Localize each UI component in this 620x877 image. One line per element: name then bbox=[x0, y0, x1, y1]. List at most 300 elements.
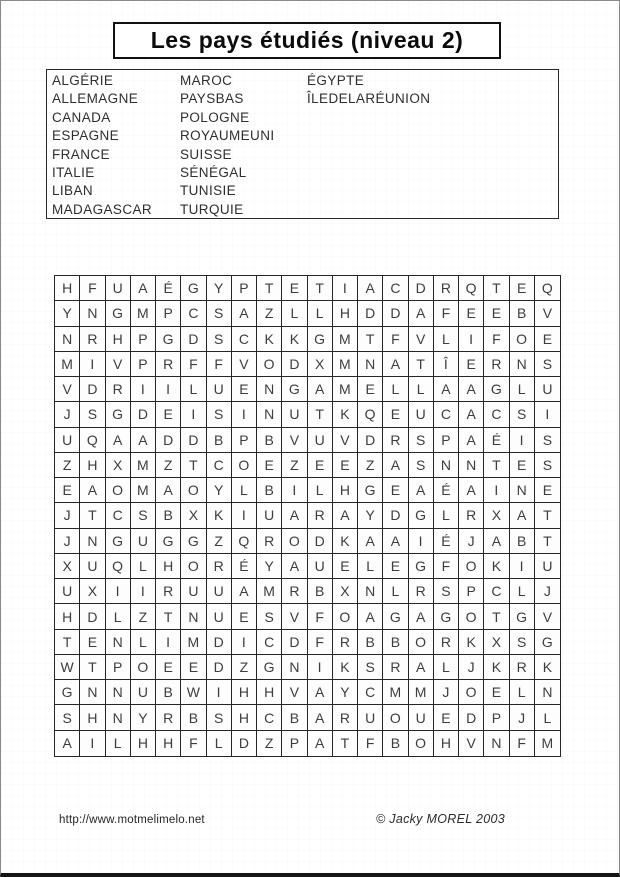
grid-cell: A bbox=[459, 478, 484, 503]
grid-cell: E bbox=[181, 655, 206, 680]
grid-cell: U bbox=[282, 402, 307, 427]
grid-cell: N bbox=[282, 655, 307, 680]
grid-cell: T bbox=[181, 453, 206, 478]
grid-cell: A bbox=[55, 731, 80, 756]
grid-cell: D bbox=[207, 655, 232, 680]
grid-cell: N bbox=[106, 630, 131, 655]
grid-cell: F bbox=[434, 554, 459, 579]
grid-cell: C bbox=[484, 402, 509, 427]
grid-cell: E bbox=[80, 630, 105, 655]
grid-cell: H bbox=[106, 327, 131, 352]
grid-cell: U bbox=[535, 554, 560, 579]
grid-cell: B bbox=[358, 630, 383, 655]
word-list-item: ROYAUMEUNI bbox=[180, 128, 275, 144]
grid-cell: A bbox=[308, 731, 333, 756]
grid-cell: A bbox=[409, 655, 434, 680]
grid-cell: T bbox=[257, 276, 282, 301]
grid-cell: L bbox=[434, 503, 459, 528]
grid-cell: P bbox=[131, 327, 156, 352]
grid-cell: A bbox=[308, 680, 333, 705]
grid-cell: Q bbox=[535, 276, 560, 301]
grid-cell: G bbox=[156, 327, 181, 352]
grid-cell: I bbox=[80, 731, 105, 756]
grid-cell: U bbox=[409, 402, 434, 427]
grid-cell: L bbox=[434, 655, 459, 680]
grid-cell: P bbox=[434, 428, 459, 453]
grid-cell: R bbox=[383, 428, 408, 453]
grid-cell: L bbox=[131, 630, 156, 655]
grid-cell: O bbox=[232, 453, 257, 478]
grid-cell: M bbox=[55, 352, 80, 377]
grid-cell: O bbox=[409, 731, 434, 756]
grid-cell: É bbox=[484, 428, 509, 453]
grid-cell: Y bbox=[131, 705, 156, 730]
grid-cell: A bbox=[434, 377, 459, 402]
grid-cell: A bbox=[383, 352, 408, 377]
grid-cell: E bbox=[535, 478, 560, 503]
grid-cell: L bbox=[181, 377, 206, 402]
grid-cell: J bbox=[510, 705, 535, 730]
grid-cell: G bbox=[510, 604, 535, 629]
grid-cell: M bbox=[181, 630, 206, 655]
grid-cell: T bbox=[80, 655, 105, 680]
grid-cell: P bbox=[282, 731, 307, 756]
grid-cell: U bbox=[131, 529, 156, 554]
grid-cell: Î bbox=[434, 352, 459, 377]
grid-cell: I bbox=[106, 579, 131, 604]
copyright-text: © Jacky MOREL 2003 bbox=[376, 812, 506, 826]
grid-cell: A bbox=[409, 301, 434, 326]
grid-cell: V bbox=[282, 428, 307, 453]
grid-cell: H bbox=[333, 478, 358, 503]
word-list-item: ÉGYPTE bbox=[307, 73, 365, 88]
grid-cell: C bbox=[484, 579, 509, 604]
grid-cell: P bbox=[459, 579, 484, 604]
grid-cell: S bbox=[207, 705, 232, 730]
grid-cell: C bbox=[434, 402, 459, 427]
grid-cell: N bbox=[358, 579, 383, 604]
grid-cell: Z bbox=[257, 731, 282, 756]
word-list-item: ITALIE bbox=[52, 164, 95, 180]
grid-cell: R bbox=[333, 705, 358, 730]
grid-cell: E bbox=[383, 478, 408, 503]
grid-cell: L bbox=[510, 377, 535, 402]
grid-cell: O bbox=[383, 705, 408, 730]
grid-cell: M bbox=[541, 735, 554, 752]
grid-cell: Q bbox=[80, 428, 105, 453]
grid-cell: Q bbox=[459, 276, 484, 301]
grid-cell: E bbox=[232, 604, 257, 629]
grid-cell: U bbox=[181, 579, 206, 604]
grid-cell: I bbox=[156, 377, 181, 402]
grid-cell: N bbox=[484, 731, 509, 756]
page-title-box bbox=[113, 22, 501, 59]
grid-cell: M bbox=[333, 352, 358, 377]
grid-cell: J bbox=[55, 402, 80, 427]
grid-cell: N bbox=[358, 352, 383, 377]
grid-cell: B bbox=[156, 680, 181, 705]
grid-cell: T bbox=[333, 731, 358, 756]
grid-cell: K bbox=[282, 327, 307, 352]
grid-cell: Z bbox=[156, 453, 181, 478]
grid-cell: R bbox=[409, 579, 434, 604]
grid-cell: T bbox=[55, 630, 80, 655]
grid-cell: G bbox=[181, 529, 206, 554]
grid-cell: G bbox=[409, 503, 434, 528]
grid-cell: K bbox=[484, 554, 509, 579]
grid-cell: L bbox=[207, 731, 232, 756]
grid-cell: K bbox=[459, 630, 484, 655]
word-list bbox=[46, 69, 559, 219]
grid-cell: A bbox=[282, 503, 307, 528]
grid-cell: O bbox=[181, 478, 206, 503]
grid-cell: É bbox=[434, 529, 459, 554]
grid-cell: T bbox=[535, 503, 560, 528]
grid-cell: S bbox=[510, 630, 535, 655]
grid-cell: G bbox=[434, 604, 459, 629]
grid-cell: A bbox=[459, 402, 484, 427]
grid-cell: R bbox=[156, 579, 181, 604]
grid-cell: R bbox=[459, 503, 484, 528]
grid-cell: U bbox=[257, 503, 282, 528]
grid-cell: A bbox=[459, 428, 484, 453]
grid-cell: N bbox=[80, 680, 105, 705]
grid-cell: E bbox=[459, 352, 484, 377]
word-list-item: ESPAGNE bbox=[52, 128, 120, 144]
grid-cell: R bbox=[434, 276, 459, 301]
grid-cell: X bbox=[106, 453, 131, 478]
grid-cell: A bbox=[459, 377, 484, 402]
grid-cell: P bbox=[232, 428, 257, 453]
grid-cell: G bbox=[282, 377, 307, 402]
grid-cell: U bbox=[308, 554, 333, 579]
grid-cell: S bbox=[434, 579, 459, 604]
grid-cell: H bbox=[156, 554, 181, 579]
grid-cell: A bbox=[131, 276, 156, 301]
grid-cell: H bbox=[232, 680, 257, 705]
word-list-item: TURQUIE bbox=[180, 201, 244, 217]
grid-cell: B bbox=[383, 731, 408, 756]
grid-cell: C bbox=[106, 503, 131, 528]
grid-cell: H bbox=[55, 604, 80, 629]
grid-cell: O bbox=[181, 554, 206, 579]
word-list-column bbox=[180, 72, 307, 218]
grid-cell: Z bbox=[232, 655, 257, 680]
grid-cell: I bbox=[484, 478, 509, 503]
grid-cell: V bbox=[55, 377, 80, 402]
grid-cell: D bbox=[383, 301, 408, 326]
grid-cell: A bbox=[232, 579, 257, 604]
word-list-item: MADAGASCAR bbox=[52, 201, 153, 217]
grid-cell: A bbox=[80, 478, 105, 503]
grid-cell: D bbox=[181, 327, 206, 352]
grid-cell: D bbox=[131, 402, 156, 427]
grid-cell: X bbox=[484, 630, 509, 655]
grid-cell: E bbox=[257, 453, 282, 478]
grid-cell: Q bbox=[358, 402, 383, 427]
grid-cell: F bbox=[510, 731, 535, 756]
grid-cell: W bbox=[181, 680, 206, 705]
grid-cell: A bbox=[358, 276, 383, 301]
grid-cell: L bbox=[131, 554, 156, 579]
grid-cell: O bbox=[333, 604, 358, 629]
grid-cell: A bbox=[409, 604, 434, 629]
grid-cell: U bbox=[207, 377, 232, 402]
grid-cell: I bbox=[333, 276, 358, 301]
grid-cell: P bbox=[131, 352, 156, 377]
grid-cell: A bbox=[409, 478, 434, 503]
grid-cell: N bbox=[106, 680, 131, 705]
grid-cell: O bbox=[459, 554, 484, 579]
grid-cell: G bbox=[409, 554, 434, 579]
grid-cell: B bbox=[207, 428, 232, 453]
grid-cell: E bbox=[308, 453, 333, 478]
grid-cell: L bbox=[106, 604, 131, 629]
grid-cell: Y bbox=[333, 680, 358, 705]
grid-cell: Y bbox=[55, 301, 80, 326]
grid-cell: I bbox=[510, 428, 535, 453]
grid-cell: M bbox=[333, 377, 358, 402]
grid-cell: F bbox=[484, 327, 509, 352]
grid-cell: M bbox=[257, 579, 282, 604]
grid-cell: G bbox=[106, 301, 131, 326]
grid-cell: F bbox=[434, 301, 459, 326]
grid-cell: R bbox=[510, 655, 535, 680]
grid-cell: P bbox=[232, 276, 257, 301]
grid-cell: O bbox=[409, 630, 434, 655]
grid-cell: D bbox=[459, 705, 484, 730]
grid-cell: X bbox=[484, 503, 509, 528]
grid-cell: I bbox=[80, 352, 105, 377]
grid-cell: Y bbox=[358, 503, 383, 528]
grid-cell: I bbox=[232, 503, 257, 528]
grid-cell: T bbox=[409, 352, 434, 377]
grid-cell: M bbox=[131, 453, 156, 478]
grid-cell: M bbox=[409, 680, 434, 705]
grid-cell: O bbox=[282, 529, 307, 554]
grid-cell: F bbox=[308, 604, 333, 629]
grid-cell: Z bbox=[55, 453, 80, 478]
word-list-item: POLOGNE bbox=[180, 109, 250, 125]
grid-cell: H bbox=[80, 705, 105, 730]
grid-cell: L bbox=[232, 478, 257, 503]
grid-cell: J bbox=[55, 503, 80, 528]
grid-cell: I bbox=[308, 655, 333, 680]
grid-cell: Y bbox=[257, 554, 282, 579]
grid-cell: I bbox=[131, 377, 156, 402]
grid-cell: N bbox=[80, 301, 105, 326]
grid-cell: K bbox=[333, 655, 358, 680]
grid-cell: G bbox=[181, 276, 206, 301]
grid-cell: R bbox=[484, 352, 509, 377]
grid-cell: G bbox=[257, 655, 282, 680]
grid-cell: V bbox=[232, 352, 257, 377]
word-list-item: PAYSBAS bbox=[180, 91, 244, 107]
grid-cell: J bbox=[459, 529, 484, 554]
grid-cell: N bbox=[510, 478, 535, 503]
grid-cell: V bbox=[535, 301, 560, 326]
grid-cell: I bbox=[232, 630, 257, 655]
grid-cell: L bbox=[383, 579, 408, 604]
grid-cell: N bbox=[80, 529, 105, 554]
grid-cell: G bbox=[308, 327, 333, 352]
grid-cell: D bbox=[282, 630, 307, 655]
grid-cell: X bbox=[181, 503, 206, 528]
grid-cell: D bbox=[207, 630, 232, 655]
grid-cell: F bbox=[308, 630, 333, 655]
grid-cell: B bbox=[181, 705, 206, 730]
grid-cell: Z bbox=[358, 453, 383, 478]
grid-cell: Z bbox=[207, 529, 232, 554]
grid-cell: J bbox=[535, 579, 560, 604]
grid-cell: U bbox=[131, 680, 156, 705]
grid-cell: S bbox=[207, 402, 232, 427]
grid-cell: A bbox=[383, 529, 408, 554]
grid-cell: U bbox=[409, 705, 434, 730]
grid-cell: I bbox=[207, 680, 232, 705]
grid-cell: T bbox=[358, 327, 383, 352]
grid-cell: C bbox=[232, 327, 257, 352]
grid-cell: B bbox=[510, 301, 535, 326]
grid-cell: U bbox=[106, 276, 131, 301]
grid-cell: G bbox=[55, 680, 80, 705]
grid-cell: R bbox=[80, 327, 105, 352]
grid-cell: I bbox=[156, 630, 181, 655]
grid-cell: L bbox=[282, 301, 307, 326]
grid-cell: K bbox=[484, 655, 509, 680]
grid-cell: I bbox=[535, 402, 560, 427]
grid-cell: E bbox=[156, 402, 181, 427]
grid-cell: B bbox=[308, 579, 333, 604]
grid-cell: K bbox=[333, 529, 358, 554]
grid-cell: B bbox=[282, 705, 307, 730]
grid-cell: J bbox=[434, 680, 459, 705]
grid-cell: I bbox=[181, 402, 206, 427]
grid-cell: C bbox=[181, 301, 206, 326]
grid-cell: H bbox=[257, 680, 282, 705]
grid-cell: X bbox=[80, 579, 105, 604]
grid-cell: A bbox=[232, 301, 257, 326]
grid-cell: P bbox=[106, 655, 131, 680]
grid-cell: H bbox=[80, 453, 105, 478]
grid-cell: V bbox=[282, 604, 307, 629]
word-list-column bbox=[307, 72, 558, 218]
grid-cell: N bbox=[510, 352, 535, 377]
grid-cell: S bbox=[358, 655, 383, 680]
grid-cell: N bbox=[257, 377, 282, 402]
grid-cell: T bbox=[535, 529, 560, 554]
grid-cell: R bbox=[282, 579, 307, 604]
grid-cell: A bbox=[358, 604, 383, 629]
grid-cell: N bbox=[459, 453, 484, 478]
grid-cell: O bbox=[131, 655, 156, 680]
website-url[interactable]: http://www.motmelimelo.net bbox=[59, 814, 205, 826]
grid-cell: E bbox=[383, 402, 408, 427]
grid-cell: I bbox=[131, 579, 156, 604]
grid-cell: T bbox=[308, 276, 333, 301]
grid-cell: E bbox=[383, 554, 408, 579]
grid-cell: E bbox=[484, 680, 509, 705]
grid-cell: A bbox=[308, 377, 333, 402]
grid-cell: R bbox=[257, 529, 282, 554]
word-list-item: SUISSE bbox=[180, 146, 232, 162]
grid-cell: B bbox=[383, 630, 408, 655]
grid-cell: W bbox=[55, 655, 80, 680]
grid-cell: M bbox=[131, 478, 156, 503]
grid-cell: A bbox=[484, 529, 509, 554]
grid-cell: M bbox=[333, 327, 358, 352]
grid-cell: U bbox=[207, 579, 232, 604]
word-list-item: FRANCE bbox=[52, 146, 110, 162]
grid-cell: V bbox=[459, 731, 484, 756]
grid-cell: D bbox=[358, 428, 383, 453]
grid-cell: I bbox=[282, 478, 307, 503]
grid-cell: É bbox=[232, 554, 257, 579]
grid-cell: V bbox=[106, 352, 131, 377]
grid-cell: X bbox=[308, 352, 333, 377]
grid-cell: I bbox=[510, 554, 535, 579]
grid-cell: F bbox=[181, 731, 206, 756]
grid-cell: B bbox=[156, 503, 181, 528]
grid-cell: S bbox=[409, 428, 434, 453]
grid-cell: I bbox=[409, 529, 434, 554]
grid-cell: S bbox=[409, 453, 434, 478]
grid-cell: I bbox=[459, 327, 484, 352]
grid-cell: R bbox=[383, 655, 408, 680]
word-list-item: MAROC bbox=[180, 73, 233, 88]
grid-cell: R bbox=[156, 705, 181, 730]
grid-cell: Y bbox=[207, 478, 232, 503]
grid-cell: D bbox=[80, 377, 105, 402]
grid-cell: S bbox=[80, 402, 105, 427]
grid-cell: E bbox=[484, 301, 509, 326]
grid-cell: X bbox=[55, 554, 80, 579]
grid-cell: C bbox=[207, 453, 232, 478]
grid-cell: U bbox=[80, 554, 105, 579]
grid-cell: N bbox=[106, 705, 131, 730]
word-list-item: SÉNÉGAL bbox=[180, 164, 247, 180]
grid-cell: S bbox=[535, 428, 560, 453]
grid-cell: M bbox=[131, 301, 156, 326]
grid-cell: H bbox=[333, 301, 358, 326]
grid-cell: E bbox=[333, 554, 358, 579]
grid-cell: L bbox=[358, 554, 383, 579]
grid-cell: L bbox=[434, 327, 459, 352]
grid-cell: G bbox=[106, 402, 131, 427]
grid-cell: B bbox=[257, 478, 282, 503]
grid-cell: H bbox=[131, 731, 156, 756]
grid-cell: T bbox=[484, 276, 509, 301]
grid-cell: T bbox=[156, 604, 181, 629]
grid-cell: K bbox=[333, 402, 358, 427]
grid-cell: E bbox=[282, 276, 307, 301]
grid-cell: R bbox=[156, 352, 181, 377]
grid-cell: H bbox=[434, 731, 459, 756]
page-title: Les pays étudiés (niveau 2) bbox=[150, 27, 464, 53]
grid-cell: F bbox=[207, 352, 232, 377]
grid-cell: M bbox=[383, 680, 408, 705]
grid-cell: U bbox=[207, 604, 232, 629]
grid-cell: U bbox=[535, 377, 560, 402]
grid-cell: S bbox=[207, 327, 232, 352]
grid-cell: E bbox=[434, 705, 459, 730]
grid-cell: L bbox=[308, 478, 333, 503]
grid-cell: K bbox=[535, 655, 560, 680]
grid-cell: S bbox=[257, 604, 282, 629]
grid-cell: G bbox=[156, 529, 181, 554]
grid-cell: K bbox=[257, 327, 282, 352]
grid-cell: R bbox=[207, 554, 232, 579]
